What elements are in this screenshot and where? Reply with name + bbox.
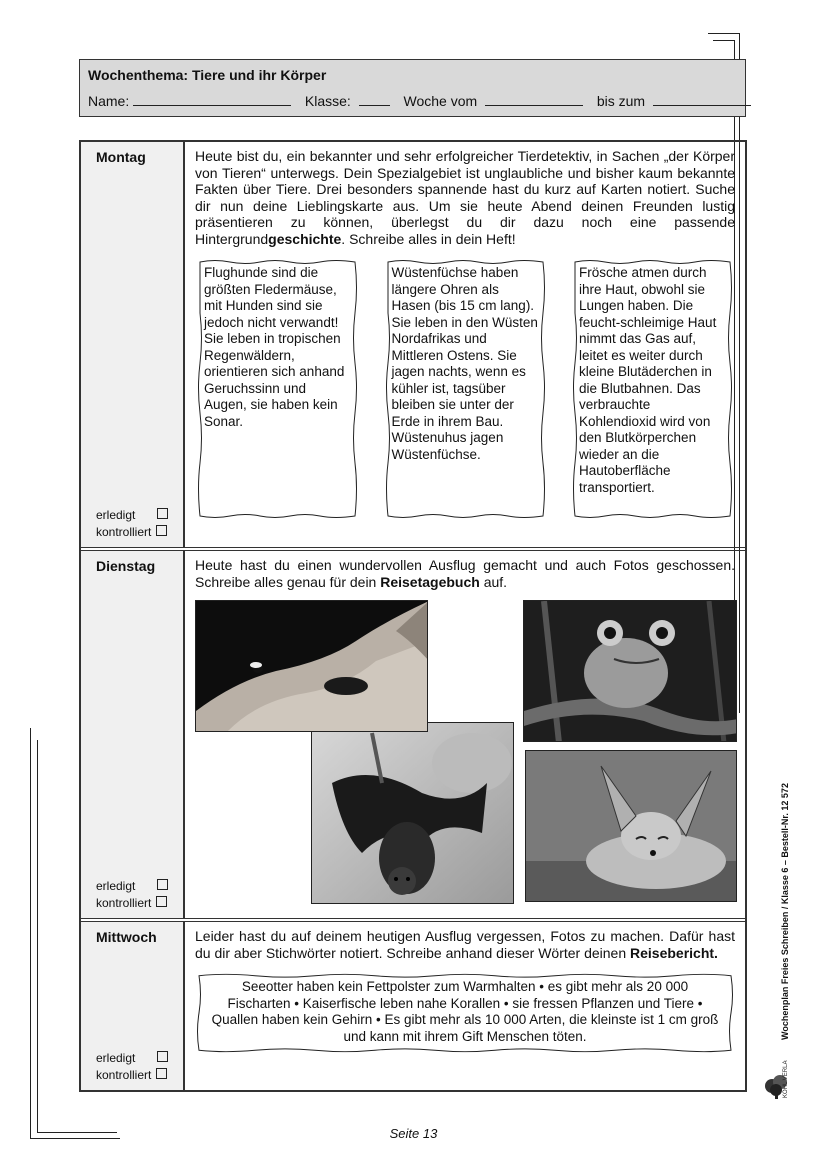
- fennec-fox-photo: [525, 750, 737, 902]
- weekly-theme-title: Wochenthema: Tiere und ihr Körper: [88, 67, 327, 83]
- wednesday-checklist: [96, 1050, 168, 1084]
- frame-line-top-right-h1: [708, 33, 740, 34]
- wednesday-instructions: [195, 928, 735, 961]
- frame-line-top-right-h2: [713, 40, 734, 41]
- instruction-emphasis: Reisetagebuch: [380, 573, 480, 590]
- instruction-text: Heute bist du, ein bekannter und sehr erfolgreicher Tierdetektiv, in Sachen „der Körper von Tieren“ unterwegs. Dein Spezialgebiet ist unglaubliche und bisher kaum bekannte Fakten über Tiere. Drei besonders spannende hast du kurz auf Karten notiert. Suche dir nun deine Lieblingskarte aus. Um sie heute Abend deinen Freunden lustig präsentieren zu können, überlegst du dir dazu noch eine passende Hintergrund: [195, 148, 735, 247]
- checked-label: kontrolliert: [96, 525, 152, 539]
- done-checkbox[interactable]: [157, 879, 168, 890]
- student-info-row: [88, 92, 737, 109]
- monday-checklist: [96, 507, 168, 541]
- instruction-text-end: . Schreibe alles in dein Heft!: [341, 230, 516, 247]
- dog-image: [196, 601, 428, 732]
- card-text: Flughunde sind die größten Fledermäuse, mit Hunden sind sie jedoch nicht verwandt! Sie leben in tropischen Regenwäldern, orientieren sich anhand Geruchssinn und Augen, sie haben kein Sonar.: [204, 265, 345, 429]
- tuesday-day-cell: [81, 551, 185, 918]
- class-field[interactable]: [359, 92, 390, 106]
- keyword-card: [195, 972, 735, 1054]
- order-info-vertical: Wochenplan Freies Schreiben / Klasse 6 – Bestell-Nr. 12 572: [780, 783, 790, 1040]
- instruction-text: Heute hast du einen wundervollen Ausflug gemacht und auch Fotos geschossen. Schreibe alles genau für dein: [195, 557, 735, 590]
- done-label: erledigt: [96, 508, 136, 522]
- fact-card-frog: [570, 258, 735, 520]
- flying-fox-bat-photo: [311, 722, 514, 904]
- frame-line-bottom-left-v2: [37, 740, 38, 1132]
- week-from-field[interactable]: [485, 92, 583, 106]
- fact-card-fennec: [383, 258, 548, 520]
- checked-checkbox[interactable]: [156, 1068, 167, 1079]
- weekly-schedule: [79, 140, 747, 1092]
- bat-image: [312, 723, 514, 904]
- checked-label: kontrolliert: [96, 1068, 152, 1082]
- tuesday-row: [81, 551, 745, 922]
- frog-photo: [523, 600, 737, 742]
- instruction-text-end: auf.: [479, 573, 508, 590]
- fact-cards: [195, 258, 735, 520]
- tree-logo-icon: [762, 1060, 792, 1100]
- photo-collage: [195, 600, 735, 905]
- tuesday-instructions: [195, 557, 735, 590]
- week-from-label: Woche vom: [403, 93, 478, 109]
- day-label: Montag: [96, 149, 146, 165]
- done-label: erledigt: [96, 879, 136, 893]
- page-number: Seite 13: [389, 1126, 438, 1141]
- name-field[interactable]: [133, 92, 291, 106]
- worksheet-header: [79, 59, 746, 117]
- publisher-logo: [762, 1060, 792, 1100]
- day-label: Mittwoch: [96, 929, 157, 945]
- keywords-text: Seeotter haben kein Fettpolster zum Warmhalten • es gibt mehr als 20 000 Fischarten • Kaiserfische leben nahe Korallen • sie fressen Pflanzen und Tiere • Quallen haben kein Gehirn • Es gibt mehr als 10 000 Arten, die kleinste ist 1 cm groß und kann mit ihrem Gift Menschen töten.: [211, 979, 719, 1044]
- frog-image: [524, 601, 737, 742]
- monday-instructions: [195, 148, 735, 247]
- fennec-image: [526, 751, 737, 902]
- monday-day-cell: [81, 142, 185, 547]
- until-field[interactable]: [653, 92, 751, 106]
- checked-checkbox[interactable]: [156, 525, 167, 536]
- instruction-emphasis: geschichte: [268, 230, 342, 247]
- done-checkbox[interactable]: [157, 1051, 168, 1062]
- monday-content: [185, 142, 745, 547]
- class-label: Klasse:: [304, 93, 351, 109]
- frame-line-bottom-left-v1: [30, 728, 31, 1138]
- card-text: Wüstenfüchse haben längere Ohren als Hasen (bis 15 cm lang). Sie leben in den Wüsten Nordafrikas und Mittleren Ostens. Sie jagen nachts, wenn es kühler ist, tagsüber bleiben sie unter der Erde in ihrem Bau. Wüstenuhus jagen Wüstenfüchse.: [391, 265, 538, 462]
- svg-text:KOHL VERLAG: KOHL VERLAG: [783, 1060, 789, 1098]
- monday-row: [81, 142, 745, 551]
- wednesday-row: [81, 922, 745, 1090]
- checked-checkbox[interactable]: [156, 896, 167, 907]
- fact-card-flying-fox: [195, 258, 360, 520]
- card-text: Frösche atmen durch ihre Haut, obwohl sie Lungen haben. Die feucht-schleimige Haut nimmt das Gas auf, leitet es weiter durch kleine Blutäderchen in die Blutbahnen. Das verbrauchte Kohlendioxid wird von den Blutkörperchen wieder an die Hautoberfläche transportiert.: [579, 265, 717, 495]
- day-label: Dienstag: [96, 558, 156, 574]
- done-checkbox[interactable]: [157, 508, 168, 519]
- wednesday-content: [185, 922, 745, 1090]
- checked-label: kontrolliert: [96, 896, 152, 910]
- instruction-text: Leider hast du auf deinem heutigen Ausflug vergessen, Fotos zu machen. Dafür hast du dir aber Stichwörter notiert. Schreibe anhand dieser Wörter deinen: [195, 928, 735, 961]
- until-label: bis zum: [596, 93, 646, 109]
- tuesday-checklist: [96, 878, 168, 912]
- wednesday-day-cell: [81, 922, 185, 1090]
- done-label: erledigt: [96, 1051, 136, 1065]
- instruction-emphasis: Reisebericht.: [630, 944, 718, 961]
- name-label: Name:: [88, 93, 130, 109]
- dog-with-bee-photo: [195, 600, 428, 732]
- tuesday-content: [185, 551, 745, 918]
